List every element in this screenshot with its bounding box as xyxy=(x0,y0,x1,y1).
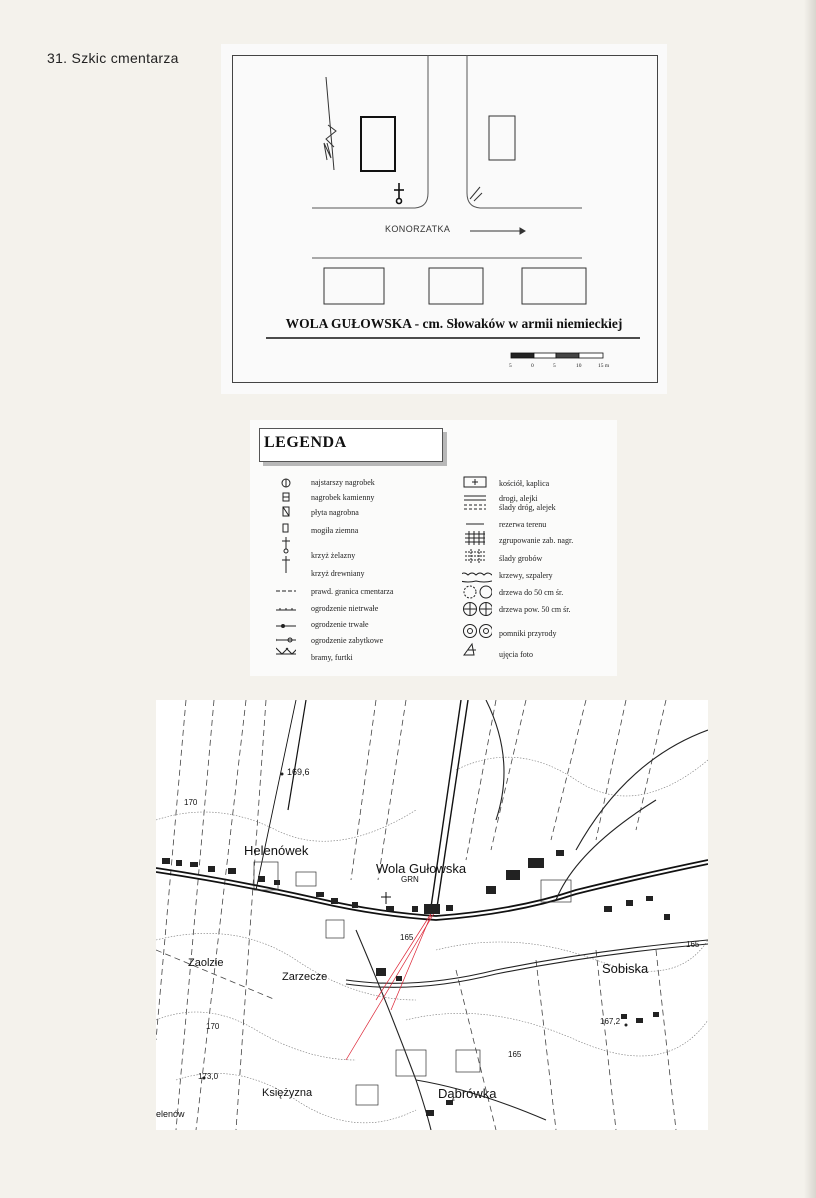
map-label-helenowek: Helenówek xyxy=(244,843,309,858)
north-road xyxy=(430,700,468,914)
map-height-1672: 167,2 xyxy=(600,1017,621,1026)
scale-label-3: 10 xyxy=(576,363,582,369)
scale-label-0: 5 xyxy=(509,363,512,369)
iron-cross-icon xyxy=(282,537,290,553)
map-label-sobiska: Sobiska xyxy=(602,961,649,976)
building-outline-2 xyxy=(429,268,483,304)
legend-item-stone-grave: nagrobek kamienny xyxy=(311,493,375,502)
legend-item-small-tree: drzewa do 50 cm śr. xyxy=(499,588,564,597)
permanent-fence-icon xyxy=(276,625,296,628)
legend-title: LEGENDA xyxy=(264,434,347,451)
roads-icon xyxy=(464,496,486,500)
legend-item-temporary-fence: ogrodzenie nietrwałe xyxy=(311,604,379,613)
small-tree-icon xyxy=(464,586,492,598)
grave-traces-icon xyxy=(465,549,485,563)
legend-item-large-tree: drzewa pow. 50 cm śr. xyxy=(499,605,571,614)
wooden-cross-icon xyxy=(282,556,290,573)
hedge-icon xyxy=(462,573,492,582)
contour-lines xyxy=(156,757,708,1123)
iron-cross-icon xyxy=(394,183,404,204)
height-points xyxy=(203,773,628,1080)
legend-item-wooden-cross: krzyż drewniany xyxy=(311,569,365,578)
grave-slab-icon xyxy=(283,507,289,516)
cemetery-sketch xyxy=(232,55,658,383)
north-arrow-icon xyxy=(324,77,336,170)
chapel-outline xyxy=(361,117,395,171)
temporary-fence-icon xyxy=(276,608,296,610)
map-label-ksiezyzna: Księżyzna xyxy=(262,1087,313,1099)
legend-item-hedge: krzewy, szpalery xyxy=(499,571,553,580)
map-label-wola: Wola Gułowska xyxy=(376,861,467,876)
street-label: KONORZATKA xyxy=(385,224,451,234)
legend-item-iron-cross: krzyż żelazny xyxy=(311,551,356,560)
legend-left-icons xyxy=(276,476,296,666)
legend-item-gate: bramy, furtki xyxy=(311,653,353,662)
stone-grave-icon xyxy=(283,493,289,501)
map-drawing xyxy=(156,700,708,1130)
scale-label-2: 5 xyxy=(553,363,556,369)
map-height-165c: 165 xyxy=(508,1050,522,1059)
sketch-caption: WOLA GUŁOWSKA - cm. Słowaków w armii niemieckiej xyxy=(285,316,623,331)
legend-item-boundary: prawd. granica cmentarza xyxy=(311,587,394,596)
map-height-170b: 170 xyxy=(206,1022,220,1031)
legend-item-church: kościół, kaplica xyxy=(499,479,550,488)
grouped-graves-icon xyxy=(465,531,485,545)
nature-monument-icon xyxy=(464,625,493,638)
legend-item-oldest-grave: najstarszy nagrobek xyxy=(311,478,375,487)
legend-item-photo: ujęcia foto xyxy=(499,650,533,659)
legend-item-grouped-graves: zgrupowanie zab. nagr. xyxy=(499,536,574,545)
legend-item-nature-monument: pomniki przyrody xyxy=(499,629,557,638)
secondary-roads xyxy=(346,700,708,1130)
building-outline-1 xyxy=(324,268,384,304)
map-height-165a: 165 xyxy=(400,933,414,942)
map-label-helenow-edge: elenów xyxy=(156,1109,185,1119)
map-label-zarzecze: Zarzecze xyxy=(282,971,328,983)
legend-item-permanent-fence: ogrodzenie trwałe xyxy=(311,620,369,629)
legend-item-roads: drogi, alejki xyxy=(499,494,538,503)
church-icon xyxy=(464,477,486,487)
scale-label-4: 15 m xyxy=(598,363,610,369)
legend-item-terrain-reserve: rezerwa terenu xyxy=(499,520,547,529)
legend-item-earth-grave: mogiła ziemna xyxy=(311,526,359,535)
page-edge xyxy=(804,0,816,1198)
street-edge-left xyxy=(312,55,428,208)
map-label-grn: GRN xyxy=(401,875,419,884)
street-edge-right xyxy=(467,55,582,208)
earth-grave-icon xyxy=(283,524,288,532)
map-label-dabrowka: Dąbrówka xyxy=(438,1086,497,1101)
direction-arrow-icon xyxy=(470,228,525,234)
map-height-165b: 165 xyxy=(686,940,700,949)
gate-icon xyxy=(276,648,296,654)
photo-lines xyxy=(346,910,436,1060)
legend-item-grave-slab: płyta nagrobna xyxy=(311,508,359,517)
map-height-1730: 173,0 xyxy=(198,1072,219,1081)
building-outline-3 xyxy=(522,268,586,304)
historic-fence-icon xyxy=(276,638,296,642)
scale-label-1: 0 xyxy=(531,363,534,369)
oldest-grave-icon xyxy=(282,479,290,487)
topographic-map xyxy=(156,700,708,1130)
legend-item-historic-fence: ogrodzenie zabytkowe xyxy=(311,636,384,645)
legend-item-road-traces: ślady dróg, alejek xyxy=(499,503,556,512)
church-icon xyxy=(381,892,391,904)
photo-shot-icon xyxy=(464,644,476,655)
map-label-zaolzie: Zaolzie xyxy=(188,957,224,969)
legend-item-grave-traces: ślady grobów xyxy=(499,554,543,563)
map-height-1696: 169,6 xyxy=(287,767,310,777)
legend-right-icons xyxy=(462,474,492,664)
large-tree-icon xyxy=(463,602,492,616)
photo-shot-icon xyxy=(470,187,482,201)
road-traces-icon xyxy=(464,505,486,509)
page-title: 31. Szkic cmentarza xyxy=(47,50,179,66)
scale-bar xyxy=(511,353,603,358)
building-outline xyxy=(489,116,515,160)
map-height-170a: 170 xyxy=(184,798,198,807)
